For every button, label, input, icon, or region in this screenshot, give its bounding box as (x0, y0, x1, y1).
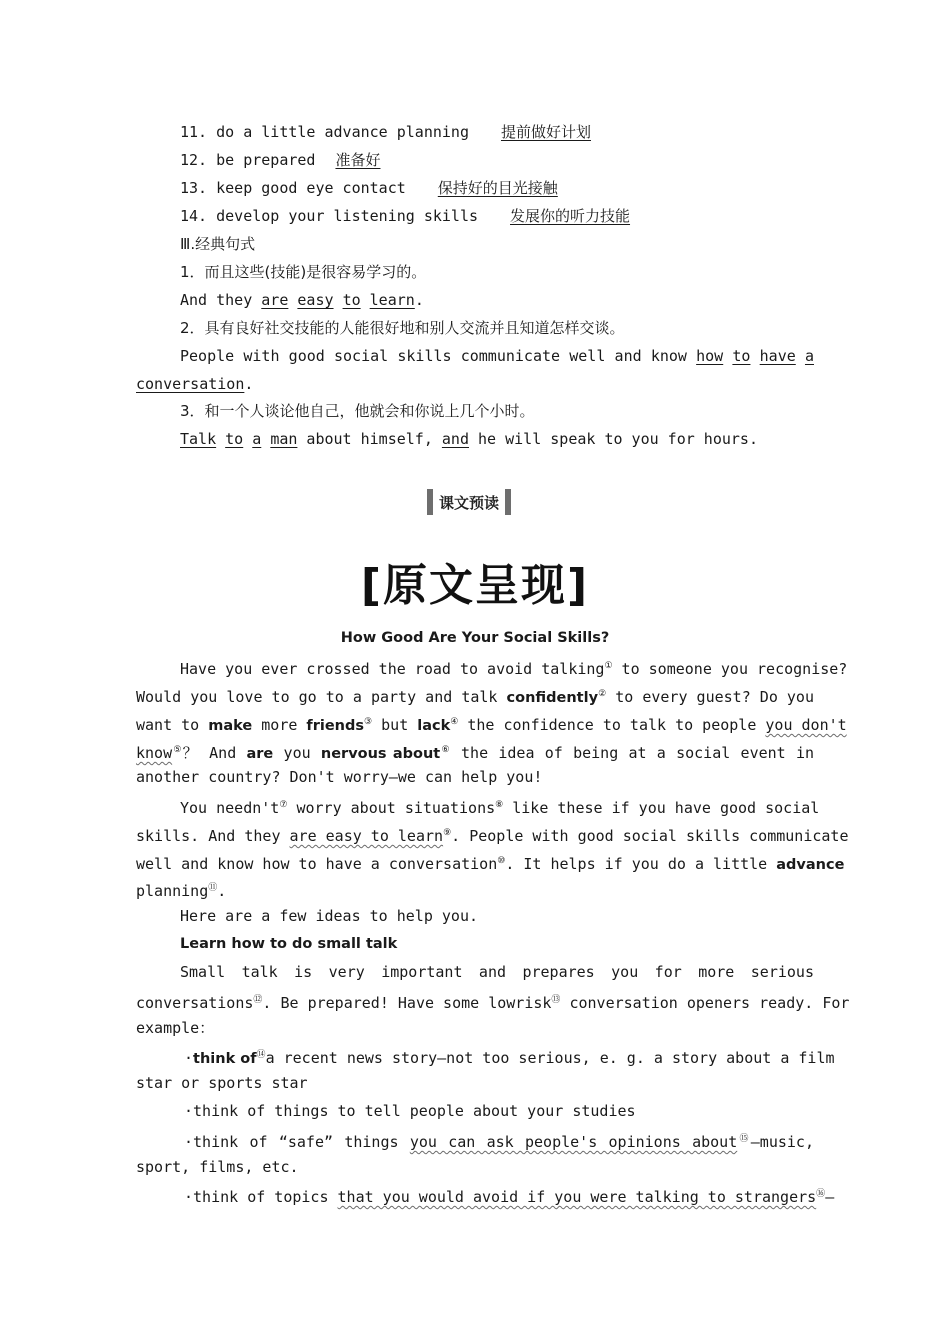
text: People with good social skills communicate well and know (180, 347, 697, 365)
wavy-phrase: are easy to learn (289, 827, 444, 845)
sentence-3-en (180, 429, 814, 449)
bullet-1-cont: star or sports star (136, 1074, 308, 1092)
keyword: make (208, 718, 253, 734)
note-marker: ⑦ (279, 800, 288, 810)
p4-line-1: Small talk is very important and prepares you for more serious (180, 963, 814, 981)
text: And they (180, 291, 262, 309)
text: he will speak to you for hours. (469, 430, 758, 448)
text: about himself, (297, 430, 442, 448)
blank-answer: and (441, 430, 469, 448)
keyword: friends (306, 718, 365, 734)
text: —music, (750, 1133, 814, 1151)
tag-bar-right (505, 489, 511, 515)
sentence-2-en (180, 346, 814, 366)
blank-answer: easy (297, 291, 334, 309)
note-marker: ⑧ (495, 800, 504, 810)
note-marker: ⑥ (440, 745, 451, 755)
tag-label: 课文预读 (439, 493, 500, 512)
p1-line-3 (136, 712, 847, 736)
big-title: [原文呈现] (360, 560, 590, 611)
phrase-13 (180, 178, 814, 198)
phrase-zh: 准备好 (335, 151, 381, 169)
text: . (217, 882, 227, 900)
phrase-zh: 发展你的听力技能 (510, 207, 631, 225)
p1-line-1 (180, 656, 848, 679)
keyword: think of (193, 1051, 257, 1067)
bullet-3-cont: sport, films, etc. (136, 1158, 299, 1176)
text: Would you love to go to a party and talk (136, 688, 507, 706)
p4-line-3: example： (136, 1019, 215, 1037)
phrase-en: 13. keep good eye contact (180, 179, 406, 197)
sentence-2-zh: 2．具有良好社交技能的人能很好地和别人交流并且知道怎样交谈。 (180, 319, 625, 337)
text: you (273, 744, 321, 762)
article-title: How Good Are Your Social Skills? (340, 630, 610, 646)
keyword: advance (776, 857, 845, 873)
p2-line-1 (180, 795, 820, 818)
section-tag (427, 488, 511, 516)
bullet-4 (184, 1184, 835, 1207)
text: — (825, 1188, 835, 1206)
wavy-phrase: you don't (765, 716, 847, 734)
blank-answer: Talk (180, 430, 217, 448)
note-marker: ⑬ (551, 995, 561, 1005)
sentence-1-zh: 1．而且这些(技能)是很容易学习的。 (180, 263, 427, 281)
text: to every guest? Do you (606, 688, 814, 706)
text: Have you ever crossed the road to avoid talking (180, 660, 605, 678)
note-marker: ⑯ (816, 1189, 826, 1199)
sentence-1-en (180, 290, 814, 310)
text: conversations (136, 994, 254, 1012)
note-marker: ④ (450, 717, 459, 727)
blank-answer: a (252, 430, 262, 448)
text: skills. And they (136, 827, 290, 845)
p1-line-4 (136, 740, 814, 764)
section-heading: Ⅲ.经典句式 (180, 235, 256, 253)
blank-answer: have (759, 347, 796, 365)
keyword: are (246, 746, 274, 762)
bullet-1 (184, 1045, 835, 1069)
note-marker: ⑪ (208, 883, 218, 893)
keyword: nervous about (320, 746, 441, 762)
text: but (372, 716, 418, 734)
blank-answer: a (804, 347, 814, 365)
text: . People with good social skills communicate (451, 827, 849, 845)
note-marker: ⑩ (497, 856, 506, 866)
wavy-phrase: know (136, 744, 173, 762)
text: ·think of “safe” things (184, 1133, 410, 1151)
sentence-2-en-cont (136, 374, 814, 394)
keyword: lack (417, 718, 451, 734)
text: ？ And (182, 744, 247, 762)
blank-answer: how (696, 347, 724, 365)
p2-line-2 (136, 823, 849, 846)
note-marker: ⑮ (737, 1134, 751, 1144)
text: . It helps if you do a little (505, 855, 777, 873)
phrase-en: 11. do a little advance planning (180, 123, 469, 141)
tag-bar-left (427, 489, 433, 515)
blank-answer: are (261, 291, 289, 309)
phrase-zh: 提前做好计划 (500, 123, 591, 141)
blank-answer: to (342, 291, 361, 309)
text: planning (136, 882, 209, 900)
text: . (414, 291, 424, 309)
text: want to (136, 716, 209, 734)
bullet-3 (184, 1129, 814, 1152)
text: . (244, 375, 254, 393)
bullet-2: ·think of things to tell people about your studies (184, 1102, 636, 1120)
p3-line: Here are a few ideas to help you. (180, 907, 479, 925)
note-marker: ⑤ (172, 745, 183, 755)
text: more (252, 716, 307, 734)
phrase-en: 12. be prepared (180, 151, 316, 169)
p2-line-4 (136, 878, 814, 901)
bullet-dot: · (184, 1049, 194, 1067)
p2-line-3 (136, 851, 845, 875)
text: . Be prepared! Have some lowrisk (262, 994, 552, 1012)
phrase-12 (180, 150, 814, 170)
text: like these if you have good social (503, 799, 820, 817)
text: the idea of being at a social event in (450, 744, 815, 762)
blank-answer: conversation (136, 375, 245, 393)
wavy-phrase: you can ask people's opinions about (409, 1133, 738, 1151)
text: worry about situations (287, 799, 496, 817)
note-marker: ⑫ (253, 995, 263, 1005)
phrase-zh: 保持好的目光接触 (437, 179, 558, 197)
note-marker: ⑭ (256, 1050, 266, 1060)
text: conversation openers ready. For (560, 994, 850, 1012)
phrase-11 (180, 122, 814, 142)
text: You needn't (180, 799, 280, 817)
phrase-14 (180, 206, 814, 226)
blank-answer: to (732, 347, 751, 365)
note-marker: ② (598, 689, 607, 699)
p4-line-2 (136, 990, 850, 1013)
text: ·think of topics (184, 1188, 338, 1206)
text: to someone you recognise? (612, 660, 848, 678)
note-marker: ① (604, 661, 613, 671)
text: well and know how to have a conversation (136, 855, 498, 873)
sentence-3-zh: 3．和一个人谈论他自己，他就会和你说上几个小时。 (180, 402, 535, 420)
text: the confidence to talk to people (458, 716, 766, 734)
blank-answer: man (270, 430, 298, 448)
blank-answer: learn (369, 291, 415, 309)
p1-line-2 (136, 684, 814, 708)
p1-line-5: another country? Don't worry—we can help you! (136, 768, 543, 786)
wavy-phrase: that you would avoid if you were talking to strangers (337, 1188, 817, 1206)
blank-answer: to (225, 430, 244, 448)
note-marker: ⑨ (443, 828, 452, 838)
text: a recent news story—not too serious, e. g. a story about a film (265, 1049, 835, 1067)
note-marker: ③ (364, 717, 373, 727)
subheading: Learn how to do small talk (180, 936, 398, 952)
keyword: confidently (506, 690, 599, 706)
phrase-en: 14. develop your listening skills (180, 207, 479, 225)
